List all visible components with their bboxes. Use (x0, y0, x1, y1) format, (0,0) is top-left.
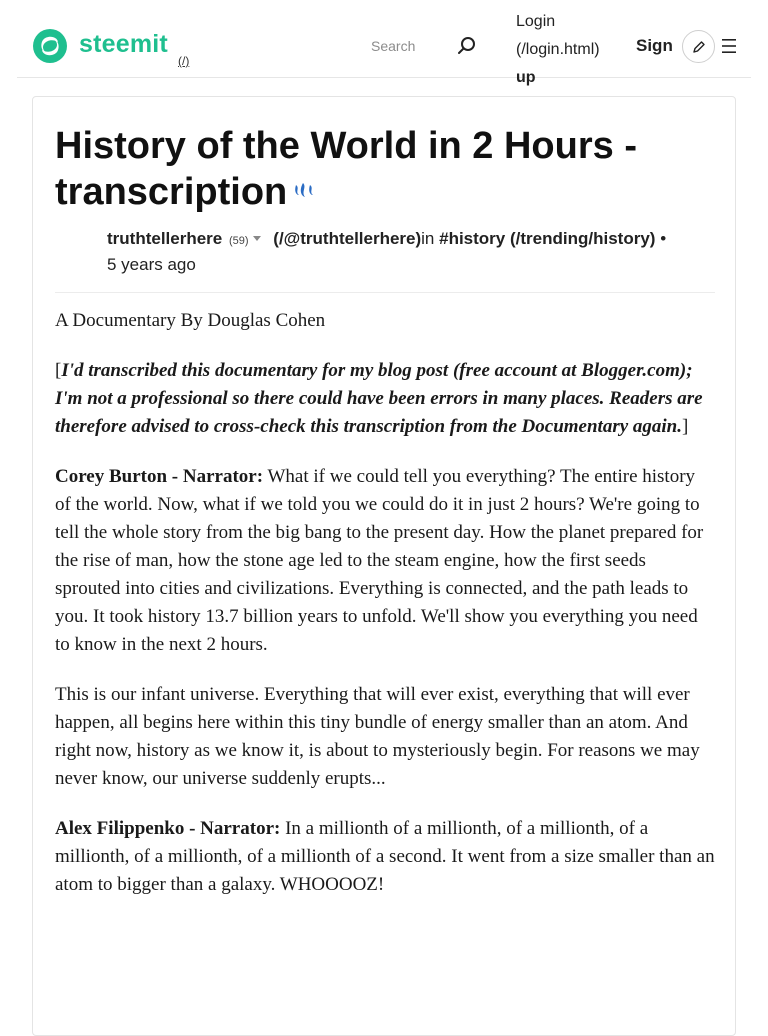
divider (55, 292, 715, 293)
hamburger-menu-icon[interactable] (721, 37, 737, 55)
paragraph-3 (55, 815, 715, 899)
note-close-bracket: ] (682, 416, 689, 437)
speaker-label: Alex Filippenko - Narrator: (55, 818, 281, 839)
post-card (32, 96, 736, 1036)
site-header (17, 0, 751, 86)
post-title-text: History of the World in 2 Hours - transcription (55, 125, 637, 213)
author-reputation: (59) (228, 235, 249, 247)
tag-url[interactable]: (/trending/history) (510, 229, 656, 248)
author-link[interactable]: (/@truthtellerhere) (273, 229, 422, 248)
post-subtitle: A Documentary By Douglas Cohen (55, 310, 326, 331)
brand-name[interactable]: steemit (79, 30, 168, 58)
login-label: Login (516, 13, 556, 30)
write-post-button[interactable] (682, 30, 715, 63)
paragraph-1 (55, 463, 715, 659)
tag-link[interactable]: #history (439, 229, 506, 248)
post-time: 5 years ago (107, 255, 196, 274)
signup-label-fragment: up (516, 69, 536, 86)
signup-link[interactable]: Sign (636, 36, 673, 55)
in-label: in (421, 229, 435, 248)
steemit-logo-icon[interactable] (31, 27, 69, 65)
meta-bullet: • (660, 229, 667, 248)
chevron-down-icon[interactable] (253, 236, 261, 241)
transcriber-note (55, 357, 715, 441)
paragraph-text: In a millionth of a millionth, of a millionth, of a millionth, of a millionth, of a millionth of a second. It went from a size smaller than an atom to bigger than a galaxy. WHOOOOZ! (55, 818, 715, 895)
search-icon[interactable] (457, 36, 477, 56)
note-text: I'd transcribed this documentary for my blog post (free account at Blogger.com); I'm not a professional so there could have been errors in many places. Readers are therefore advised to cross-check this transcription from the Documentary again. (55, 360, 703, 437)
login-url: (/login.html) (516, 41, 600, 58)
paragraph-text: What if we could tell you everything? The entire history of the world. Now, what if we told you we could do it in just 2 hours? We're going to tell the whole story from the big bang to the present day. How the planet prepared for the rise of man, how the stone age led to the steam engine, how the first seeds sprouted into cities and civilizations. Everything is connected, and the path leads to you. It took history 13.7 billion years to unfold. We'll show you everything you need to know in the next 2 hours. (55, 466, 704, 655)
note-open-bracket: [ (55, 360, 62, 381)
search-input[interactable]: Search (371, 38, 416, 54)
pencil-icon (692, 40, 706, 54)
post-title (55, 123, 715, 215)
paragraph-2: This is our infant universe. Everything that will ever exist, everything that will ever happen, all begins here within this tiny bundle of energy smaller than an atom. And right now, history as we know it, is about to mysteriously begin. For reasons we may never know, our universe suddenly erupts... (55, 684, 700, 789)
post-meta (107, 227, 727, 277)
post-body (55, 307, 715, 921)
speaker-label: Corey Burton - Narrator: (55, 466, 264, 487)
home-link[interactable]: (/) (178, 54, 190, 68)
login-link[interactable] (516, 8, 624, 92)
steem-payout-icon[interactable] (293, 182, 315, 202)
author-name[interactable]: truthtellerhere (107, 229, 223, 248)
